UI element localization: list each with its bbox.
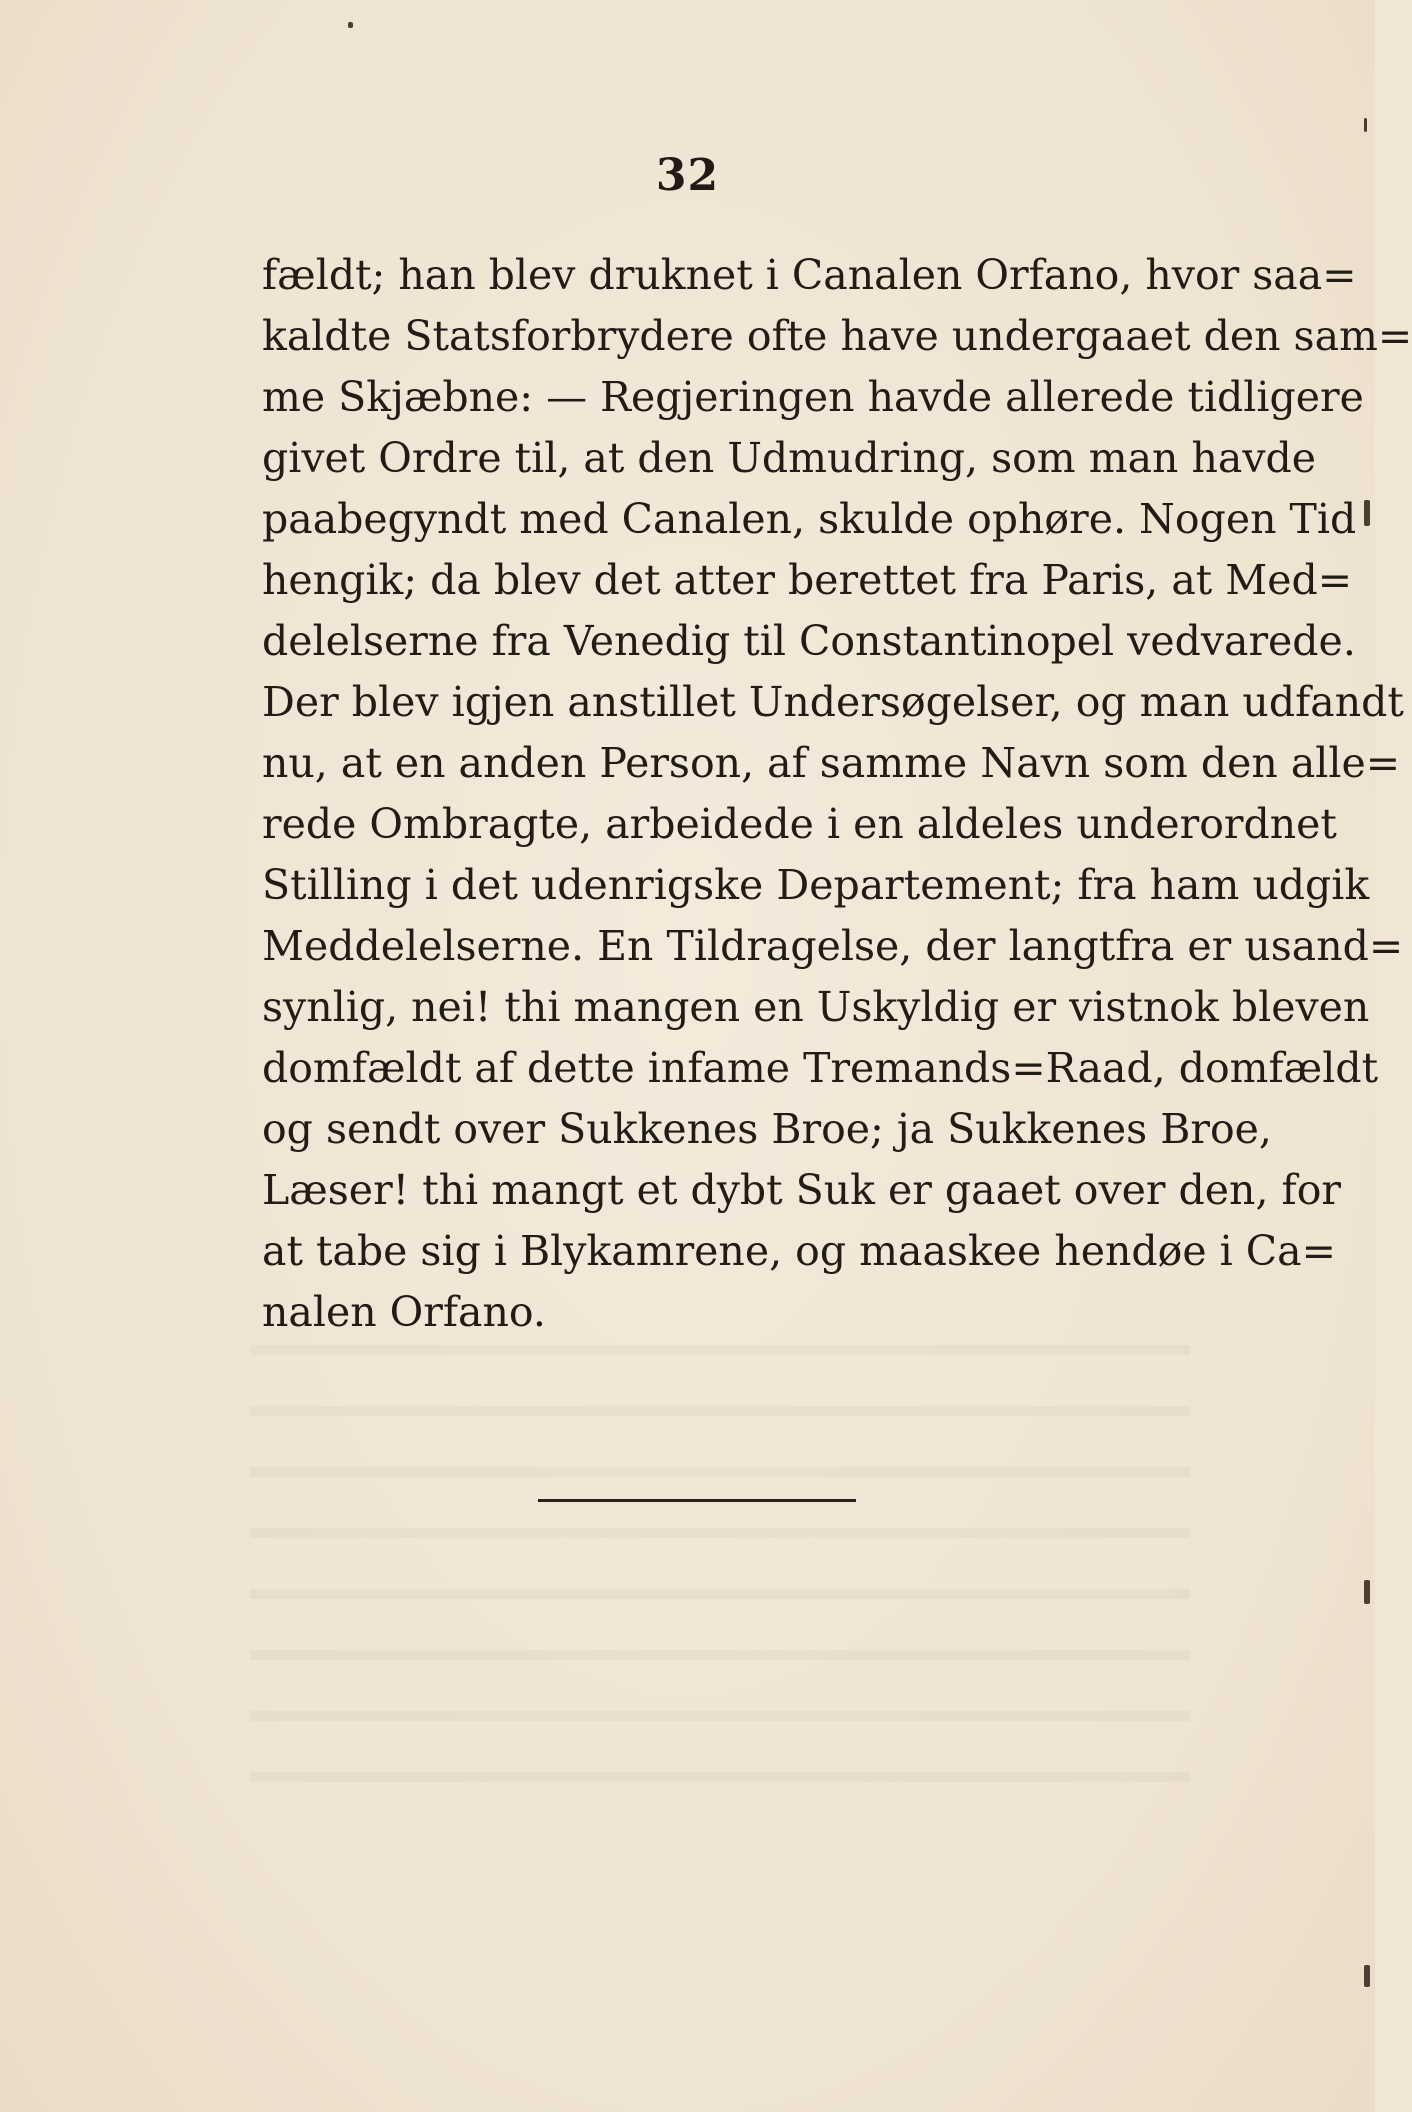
text-line: hengik; da blev det atter berettet fra Paris, at Med=	[262, 556, 1353, 604]
text-line: Læser! thi mangt et dybt Suk er gaaet over den, for	[262, 1166, 1341, 1214]
show-through-text	[250, 1345, 1190, 1815]
text-line: givet Ordre til, at den Udmudring, som man havde	[262, 434, 1316, 482]
body-text	[262, 245, 1412, 1343]
text-line: Stilling i det udenrigske Departement; fra ham udgik	[262, 861, 1370, 909]
text-line: me Skjæbne: — Regjeringen havde allerede tidligere	[262, 373, 1364, 421]
text-line: paabegyndt med Canalen, skulde ophøre. Nogen Tid	[262, 495, 1357, 543]
text-line: at tabe sig i Blykamrene, og maaskee hendøe i Ca=	[262, 1227, 1336, 1275]
text-line: Meddelelserne. En Tildragelse, der langtfra er usand=	[262, 922, 1404, 970]
margin-speck	[1364, 118, 1367, 132]
text-line: fældt; han blev druknet i Canalen Orfano, hvor saa=	[262, 251, 1357, 299]
section-divider	[538, 1499, 856, 1502]
text-line: kaldte Statsforbrydere ofte have undergaaet den sam=	[262, 312, 1412, 360]
page-number: 32	[655, 150, 720, 201]
margin-speck	[348, 22, 353, 28]
text-line: delelserne fra Venedig til Constantinopel vedvarede.	[262, 617, 1356, 665]
text-line: og sendt over Sukkenes Broe; ja Sukkenes Broe,	[262, 1105, 1272, 1153]
text-line: synlig, nei! thi mangen en Uskyldig er vistnok bleven	[262, 983, 1370, 1031]
text-line: Der blev igjen anstillet Undersøgelser, og man udfandt	[262, 678, 1404, 726]
text-line: rede Ombragte, arbeidede i en aldeles underordnet	[262, 800, 1337, 848]
margin-speck	[1364, 1580, 1370, 1604]
margin-speck	[1364, 500, 1370, 526]
margin-speck	[1364, 1965, 1370, 1987]
text-line: nu, at en anden Person, af samme Navn som den alle=	[262, 739, 1401, 787]
text-line: nalen Orfano.	[262, 1288, 546, 1336]
text-line: domfældt af dette infame Tremands=Raad, domfældt	[262, 1044, 1379, 1092]
